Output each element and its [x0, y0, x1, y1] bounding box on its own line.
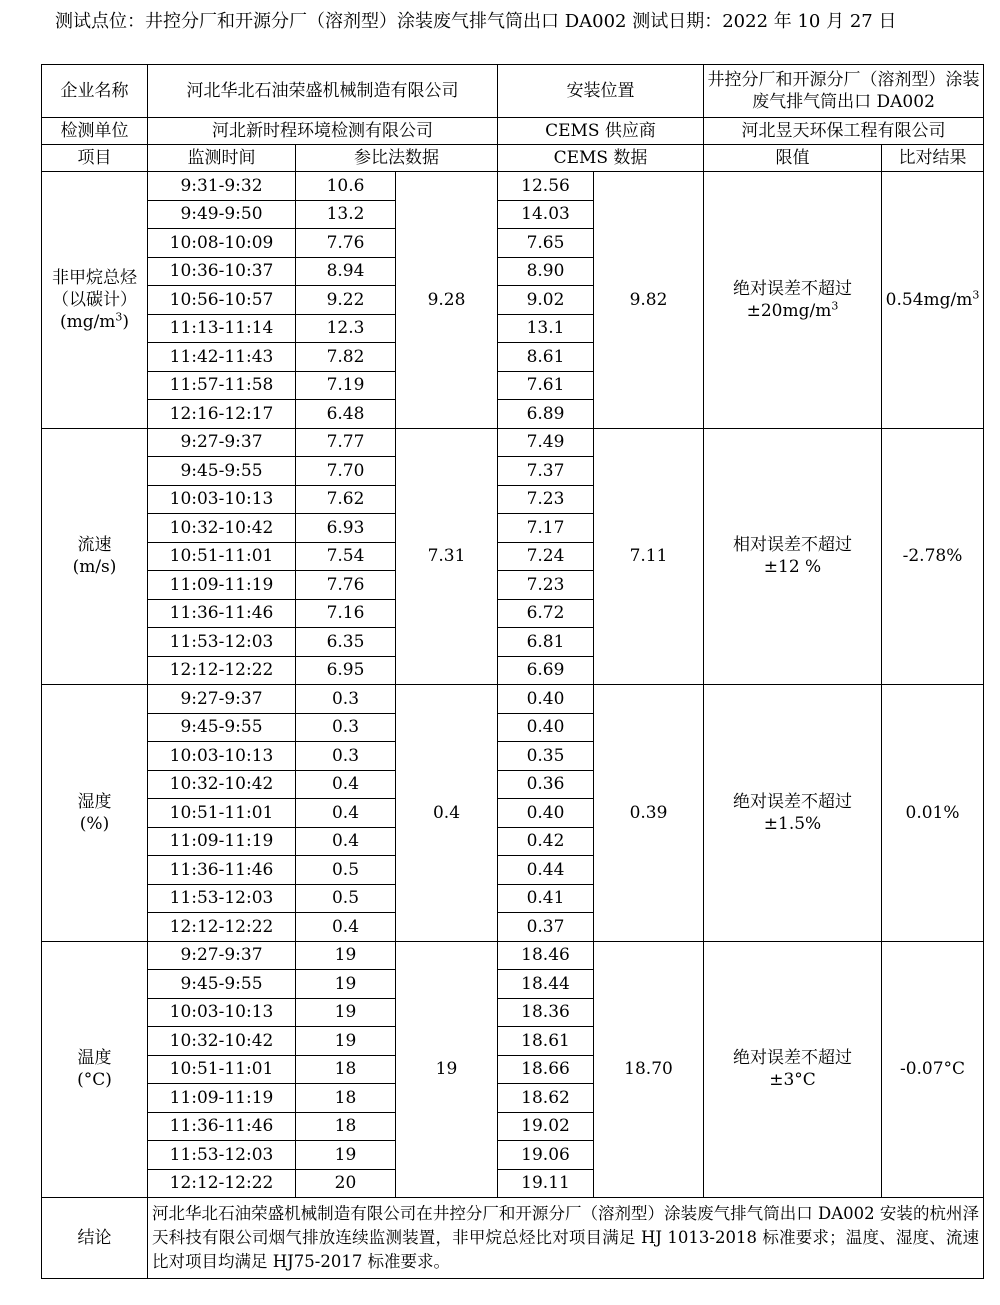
- location-value: 井控分厂和开源分厂（溶剂型）涂装废气排气筒出口 DA002: [704, 65, 984, 118]
- item-unit: [44, 1069, 145, 1091]
- ref-cell: 18: [296, 1112, 396, 1141]
- item-cell: [42, 172, 148, 429]
- cems-cell: 7.23: [498, 485, 594, 514]
- cems-cell: 7.65: [498, 229, 594, 258]
- ref-cell: 12.3: [296, 314, 396, 343]
- ref-cell: 19: [296, 970, 396, 999]
- limit-value: ±3°C: [769, 1070, 816, 1091]
- col-limit: 限值: [704, 145, 882, 172]
- time-cell: 10:51-11:01: [148, 799, 296, 828]
- time-cell: 11:36-11:46: [148, 1112, 296, 1141]
- col-item: 项目: [42, 145, 148, 172]
- cems-cell: 6.89: [498, 400, 594, 429]
- time-cell: 9:27-9:37: [148, 941, 296, 970]
- limit-line1: 绝对误差不超过: [733, 791, 852, 812]
- time-cell: 11:13-11:14: [148, 314, 296, 343]
- cems-cell: 18.36: [498, 998, 594, 1027]
- conclusion-text: 河北华北石油荣盛机械制造有限公司在井控分厂和开源分厂（溶剂型）涂装废气排气筒出口 DA002 安装的杭州泽天科技有限公司烟气排放连续监测装置，非甲烷总烃比对项目满足 HJ 1013-2018 标准要求；温度、湿度、流速比对项目均满足 HJ75-2017 标准要求。: [148, 1198, 984, 1279]
- time-cell: 11:09-11:19: [148, 1084, 296, 1113]
- item-name: 流速: [77, 535, 112, 556]
- item-unit-base: (mg/m: [59, 311, 116, 332]
- cems-avg-cell: 7.11: [594, 428, 704, 685]
- item-unit-base: (%): [79, 813, 110, 834]
- cems-cell: 0.42: [498, 827, 594, 856]
- comparison-table: [41, 64, 984, 1279]
- ref-cell: 7.76: [296, 229, 396, 258]
- cems-cell: 6.81: [498, 628, 594, 657]
- result-cell: [882, 428, 984, 685]
- ref-cell: 0.3: [296, 685, 396, 714]
- col-time: 监测时间: [148, 145, 296, 172]
- cems-cell: 14.03: [498, 200, 594, 229]
- limit-cell: [704, 172, 882, 429]
- limit-cell: [704, 941, 882, 1198]
- cems-cell: 19.02: [498, 1112, 594, 1141]
- ref-cell: 6.48: [296, 400, 396, 429]
- cems-cell: 8.61: [498, 343, 594, 372]
- cems-cell: 6.69: [498, 656, 594, 685]
- ref-cell: 9.22: [296, 286, 396, 315]
- ref-cell: 20: [296, 1169, 396, 1198]
- time-cell: 11:53-12:03: [148, 884, 296, 913]
- time-cell: 10:03-10:13: [148, 485, 296, 514]
- cems-cell: 7.17: [498, 514, 594, 543]
- limit-line2: [706, 1069, 879, 1091]
- cems-cell: 18.66: [498, 1055, 594, 1084]
- col-cems: CEMS 数据: [498, 145, 704, 172]
- limit-cell: [704, 685, 882, 942]
- cems-avg-cell: 0.39: [594, 685, 704, 942]
- item-unit: [44, 556, 145, 578]
- ref-cell: 0.5: [296, 856, 396, 885]
- cems-cell: 19.06: [498, 1141, 594, 1170]
- cems-cell: 0.41: [498, 884, 594, 913]
- conclusion-row: [42, 1198, 984, 1279]
- item-unit-base: (m/s): [72, 557, 117, 578]
- limit-line2: [706, 813, 879, 835]
- ref-cell: 6.95: [296, 656, 396, 685]
- col-result: 比对结果: [882, 145, 984, 172]
- cems-cell: 18.62: [498, 1084, 594, 1113]
- item-cell: [42, 685, 148, 942]
- limit-cell: [704, 428, 882, 685]
- cems-cell: 18.44: [498, 970, 594, 999]
- time-cell: 11:42-11:43: [148, 343, 296, 372]
- result-cell: [882, 685, 984, 942]
- time-cell: 12:16-12:17: [148, 400, 296, 429]
- item-name: 湿度: [77, 791, 112, 812]
- result-value: 0.01%: [905, 802, 960, 823]
- ref-cell: 18: [296, 1084, 396, 1113]
- time-cell: 11:53-12:03: [148, 1141, 296, 1170]
- cems-cell: 0.40: [498, 713, 594, 742]
- limit-line1: 绝对误差不超过: [733, 278, 852, 299]
- item-unit: [44, 813, 145, 835]
- column-header-row: [42, 145, 984, 172]
- time-cell: 9:27-9:37: [148, 685, 296, 714]
- item-unit-base: (°C): [77, 1070, 112, 1091]
- limit-value: ±12 %: [763, 557, 822, 578]
- time-cell: 9:45-9:55: [148, 457, 296, 486]
- item-name: 非甲烷总烃（以碳计）: [52, 267, 137, 310]
- cems-cell: 8.90: [498, 257, 594, 286]
- company-label: 企业名称: [42, 65, 148, 118]
- ref-cell: 0.4: [296, 770, 396, 799]
- test-unit-row: [42, 118, 984, 145]
- limit-line2: [706, 556, 879, 578]
- item-unit-tail: ): [122, 311, 130, 332]
- time-cell: 10:32-10:42: [148, 770, 296, 799]
- item-cell: [42, 428, 148, 685]
- ref-cell: 0.5: [296, 884, 396, 913]
- ref-cell: 7.77: [296, 428, 396, 457]
- time-cell: 12:12-12:22: [148, 656, 296, 685]
- limit-line1: 相对误差不超过: [733, 535, 852, 556]
- cems-cell: 18.61: [498, 1027, 594, 1056]
- table-row: [42, 172, 984, 201]
- result-value: -2.78%: [902, 546, 963, 567]
- ref-cell: 0.3: [296, 713, 396, 742]
- cems-cell: 19.11: [498, 1169, 594, 1198]
- ref-cell: 10.6: [296, 172, 396, 201]
- cems-cell: 0.37: [498, 913, 594, 942]
- ref-cell: 19: [296, 1027, 396, 1056]
- ref-cell: 7.16: [296, 599, 396, 628]
- time-cell: 10:51-11:01: [148, 1055, 296, 1084]
- cems-cell: 7.24: [498, 542, 594, 571]
- ref-cell: 7.76: [296, 571, 396, 600]
- result-sup: 3: [972, 288, 980, 302]
- cems-cell: 12.56: [498, 172, 594, 201]
- supplier-value: 河北昱天环保工程有限公司: [704, 118, 984, 145]
- time-cell: 11:36-11:46: [148, 599, 296, 628]
- time-cell: 9:27-9:37: [148, 428, 296, 457]
- result-cell: [882, 941, 984, 1198]
- time-cell: 11:36-11:46: [148, 856, 296, 885]
- ref-cell: 6.93: [296, 514, 396, 543]
- time-cell: 9:31-9:32: [148, 172, 296, 201]
- time-cell: 11:57-11:58: [148, 371, 296, 400]
- supplier-label: CEMS 供应商: [498, 118, 704, 145]
- cems-cell: 13.1: [498, 314, 594, 343]
- col-ref: 参比法数据: [296, 145, 498, 172]
- result-value: 0.54mg/m: [885, 289, 973, 310]
- ref-cell: 19: [296, 998, 396, 1027]
- time-cell: 10:03-10:13: [148, 742, 296, 771]
- limit-value: ±1.5%: [763, 813, 822, 834]
- result-cell: [882, 172, 984, 429]
- cems-avg-cell: 9.82: [594, 172, 704, 429]
- limit-line2: [706, 300, 879, 322]
- ref-cell: 13.2: [296, 200, 396, 229]
- time-cell: 10:03-10:13: [148, 998, 296, 1027]
- ref-avg-cell: 7.31: [396, 428, 498, 685]
- limit-value: ±20mg/m: [746, 300, 832, 321]
- cems-cell: 0.40: [498, 799, 594, 828]
- time-cell: 9:45-9:55: [148, 713, 296, 742]
- cems-cell: 7.37: [498, 457, 594, 486]
- ref-cell: 0.4: [296, 827, 396, 856]
- time-cell: 9:49-9:50: [148, 200, 296, 229]
- company-value: 河北华北石油荣盛机械制造有限公司: [148, 65, 498, 118]
- time-cell: 10:32-10:42: [148, 1027, 296, 1056]
- time-cell: 10:08-10:09: [148, 229, 296, 258]
- limit-sup: 3: [831, 299, 839, 313]
- test-unit-label: 检测单位: [42, 118, 148, 145]
- time-cell: 10:32-10:42: [148, 514, 296, 543]
- time-cell: 11:53-12:03: [148, 628, 296, 657]
- cems-cell: 0.36: [498, 770, 594, 799]
- company-row: [42, 65, 984, 118]
- time-cell: 10:56-10:57: [148, 286, 296, 315]
- cems-cell: 0.44: [498, 856, 594, 885]
- item-unit-sup: 3: [115, 310, 123, 324]
- cems-cell: 0.35: [498, 742, 594, 771]
- ref-cell: 8.94: [296, 257, 396, 286]
- item-name: 温度: [77, 1048, 112, 1069]
- location-label: 安装位置: [498, 65, 704, 118]
- ref-cell: 7.62: [296, 485, 396, 514]
- time-cell: 10:51-11:01: [148, 542, 296, 571]
- time-cell: 9:45-9:55: [148, 970, 296, 999]
- ref-cell: 0.3: [296, 742, 396, 771]
- cems-cell: 6.72: [498, 599, 594, 628]
- table-row: [42, 685, 984, 714]
- ref-avg-cell: 0.4: [396, 685, 498, 942]
- report-header: 测试点位：井控分厂和开源分厂（溶剂型）涂装废气排气筒出口 DA002 测试日期：2022 年 10 月 27 日: [55, 11, 897, 32]
- cems-cell: 7.49: [498, 428, 594, 457]
- ref-cell: 7.82: [296, 343, 396, 372]
- time-cell: 10:36-10:37: [148, 257, 296, 286]
- ref-cell: 7.70: [296, 457, 396, 486]
- ref-cell: 18: [296, 1055, 396, 1084]
- item-cell: [42, 941, 148, 1198]
- time-cell: 12:12-12:22: [148, 913, 296, 942]
- ref-avg-cell: 9.28: [396, 172, 498, 429]
- ref-cell: 19: [296, 1141, 396, 1170]
- ref-cell: 19: [296, 941, 396, 970]
- limit-line1: 绝对误差不超过: [733, 1048, 852, 1069]
- ref-cell: 6.35: [296, 628, 396, 657]
- ref-cell: 0.4: [296, 913, 396, 942]
- cems-cell: 0.40: [498, 685, 594, 714]
- test-unit-value: 河北新时程环境检测有限公司: [148, 118, 498, 145]
- ref-cell: 0.4: [296, 799, 396, 828]
- cems-avg-cell: 18.70: [594, 941, 704, 1198]
- ref-cell: 7.54: [296, 542, 396, 571]
- cems-cell: 7.61: [498, 371, 594, 400]
- time-cell: 12:12-12:22: [148, 1169, 296, 1198]
- result-value: -0.07°C: [899, 1059, 966, 1080]
- table-row: [42, 941, 984, 970]
- time-cell: 11:09-11:19: [148, 571, 296, 600]
- cems-cell: 18.46: [498, 941, 594, 970]
- item-unit: [44, 311, 145, 333]
- ref-cell: 7.19: [296, 371, 396, 400]
- ref-avg-cell: 19: [396, 941, 498, 1198]
- table-row: [42, 428, 984, 457]
- cems-cell: 7.23: [498, 571, 594, 600]
- conclusion-label: 结论: [42, 1198, 148, 1279]
- cems-cell: 9.02: [498, 286, 594, 315]
- time-cell: 11:09-11:19: [148, 827, 296, 856]
